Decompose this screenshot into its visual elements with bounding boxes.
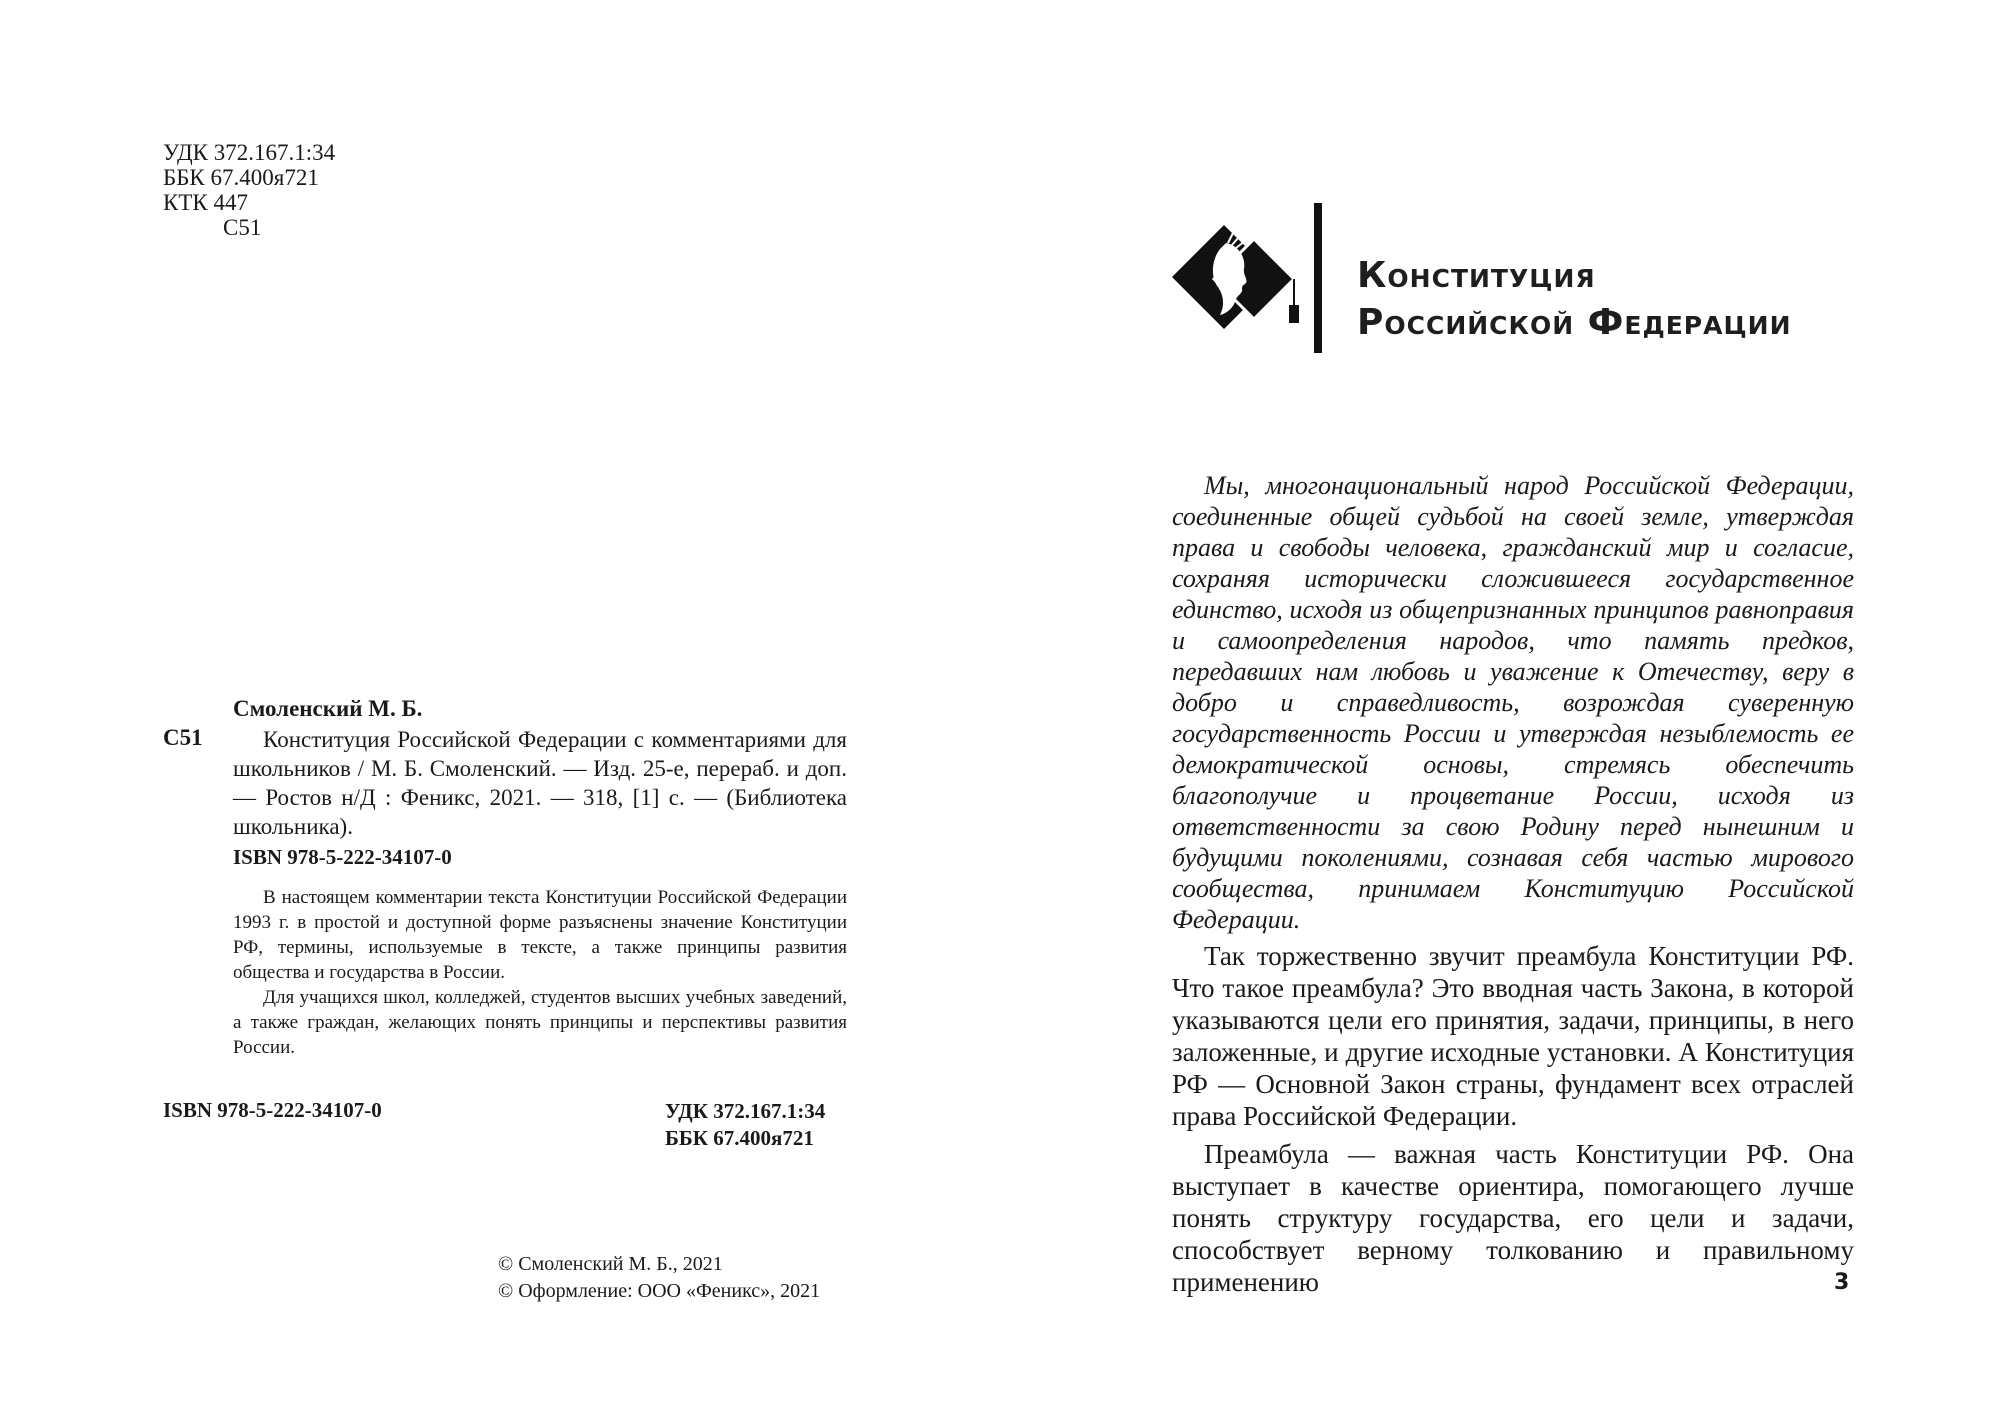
series-title (1357, 252, 1792, 346)
page-number: 3 (1834, 1270, 1850, 1295)
author-sign-code: С51 (223, 215, 262, 240)
annotation-paragraph: В настоящем комментарии текста Конституции Российской Федерации 1993 г. в простой и доступной форме разъяснены значение Конституции РФ, термины, используемые в тексте, а также принципы развития общества и государства в России. (233, 887, 847, 983)
udc-block (163, 140, 335, 240)
bottom-udc-code: УДК 372.167.1:34 (665, 1099, 826, 1123)
body-paragraph: Преамбула — важная часть Конституции РФ. Она выступает в качестве ориентира, помогающего лучше понять структуру государства, его цели и задачи, способствует верному толкованию и правильному применению (1172, 1139, 1854, 1297)
bibliography-author: Смоленский М. Б. (233, 696, 423, 721)
series-title-line: Российской Федерации (1357, 302, 1792, 343)
copyright-author: © Смоленский М. Б., 2021 (498, 1253, 723, 1275)
body-paragraph: Так торжественно звучит преамбула Конституции РФ. Что такое преамбула? Это вводная часть Закона, в которой указываются цели его принятия, задачи, принципы, в него заложенные, и другие исходные установки. А Конституция РФ — Основной Закон страны, фундамент всех отраслей права Российской Федерации. (1172, 941, 1854, 1131)
bibliography-isbn: ISBN 978-5-222-34107-0 (233, 845, 452, 869)
bibliography-code: С51 (163, 725, 203, 750)
bbk-code: ББК 67.400я721 (163, 165, 319, 190)
ktk-code: КТК 447 (163, 190, 248, 215)
bottom-bbk-code: ББК 67.400я721 (665, 1126, 814, 1150)
annotation (233, 885, 847, 1060)
copyright (498, 1251, 820, 1305)
udc-code: УДК 372.167.1:34 (163, 140, 336, 165)
series-title-line: Конституция (1357, 255, 1596, 296)
series-logo-icon (1166, 203, 1326, 353)
bottom-isbn: ISBN 978-5-222-34107-0 (163, 1098, 382, 1122)
copyright-design: © Оформление: ООО «Феникс», 2021 (498, 1280, 821, 1302)
preamble-text: Мы, многонациональный народ Российской Федерации, соединенные общей судьбой на своей земле, утверждая права и свободы человека, гражданский мир и согласие, сохраняя исторически сложившееся государственное единство, исходя из общепризнанных принципов равноправия и самоопределения народов, что память предков, передавших нам любовь и уважение к Отечеству, веру в добро и справедливость, возрождая суверенную государственность России и утверждая незыблемость ее демократической основы, стремясь обеспечить благополучие и процветание России, исходя из ответственности за свою Родину перед нынешним и будущими поколениями, сознавая себя частью мирового сообщества, принимаем Конституцию Российской Федерации. (1172, 471, 1854, 934)
bottom-classification (665, 1098, 825, 1152)
body-text (1172, 940, 1854, 1298)
bibliography-description: Конституция Российской Федерации с комментариями для школьников / М. Б. Смоленский. — Изд. 25-е, перераб. и доп. — Ростов н/Д : Феникс, 2021. — 318, [1] с. — (Библиотека школьника). (233, 727, 847, 839)
annotation-paragraph: Для учащихся школ, колледжей, студентов высших учебных заведений, а также граждан, желающих понять принципы и перспективы развития России. (233, 987, 847, 1058)
